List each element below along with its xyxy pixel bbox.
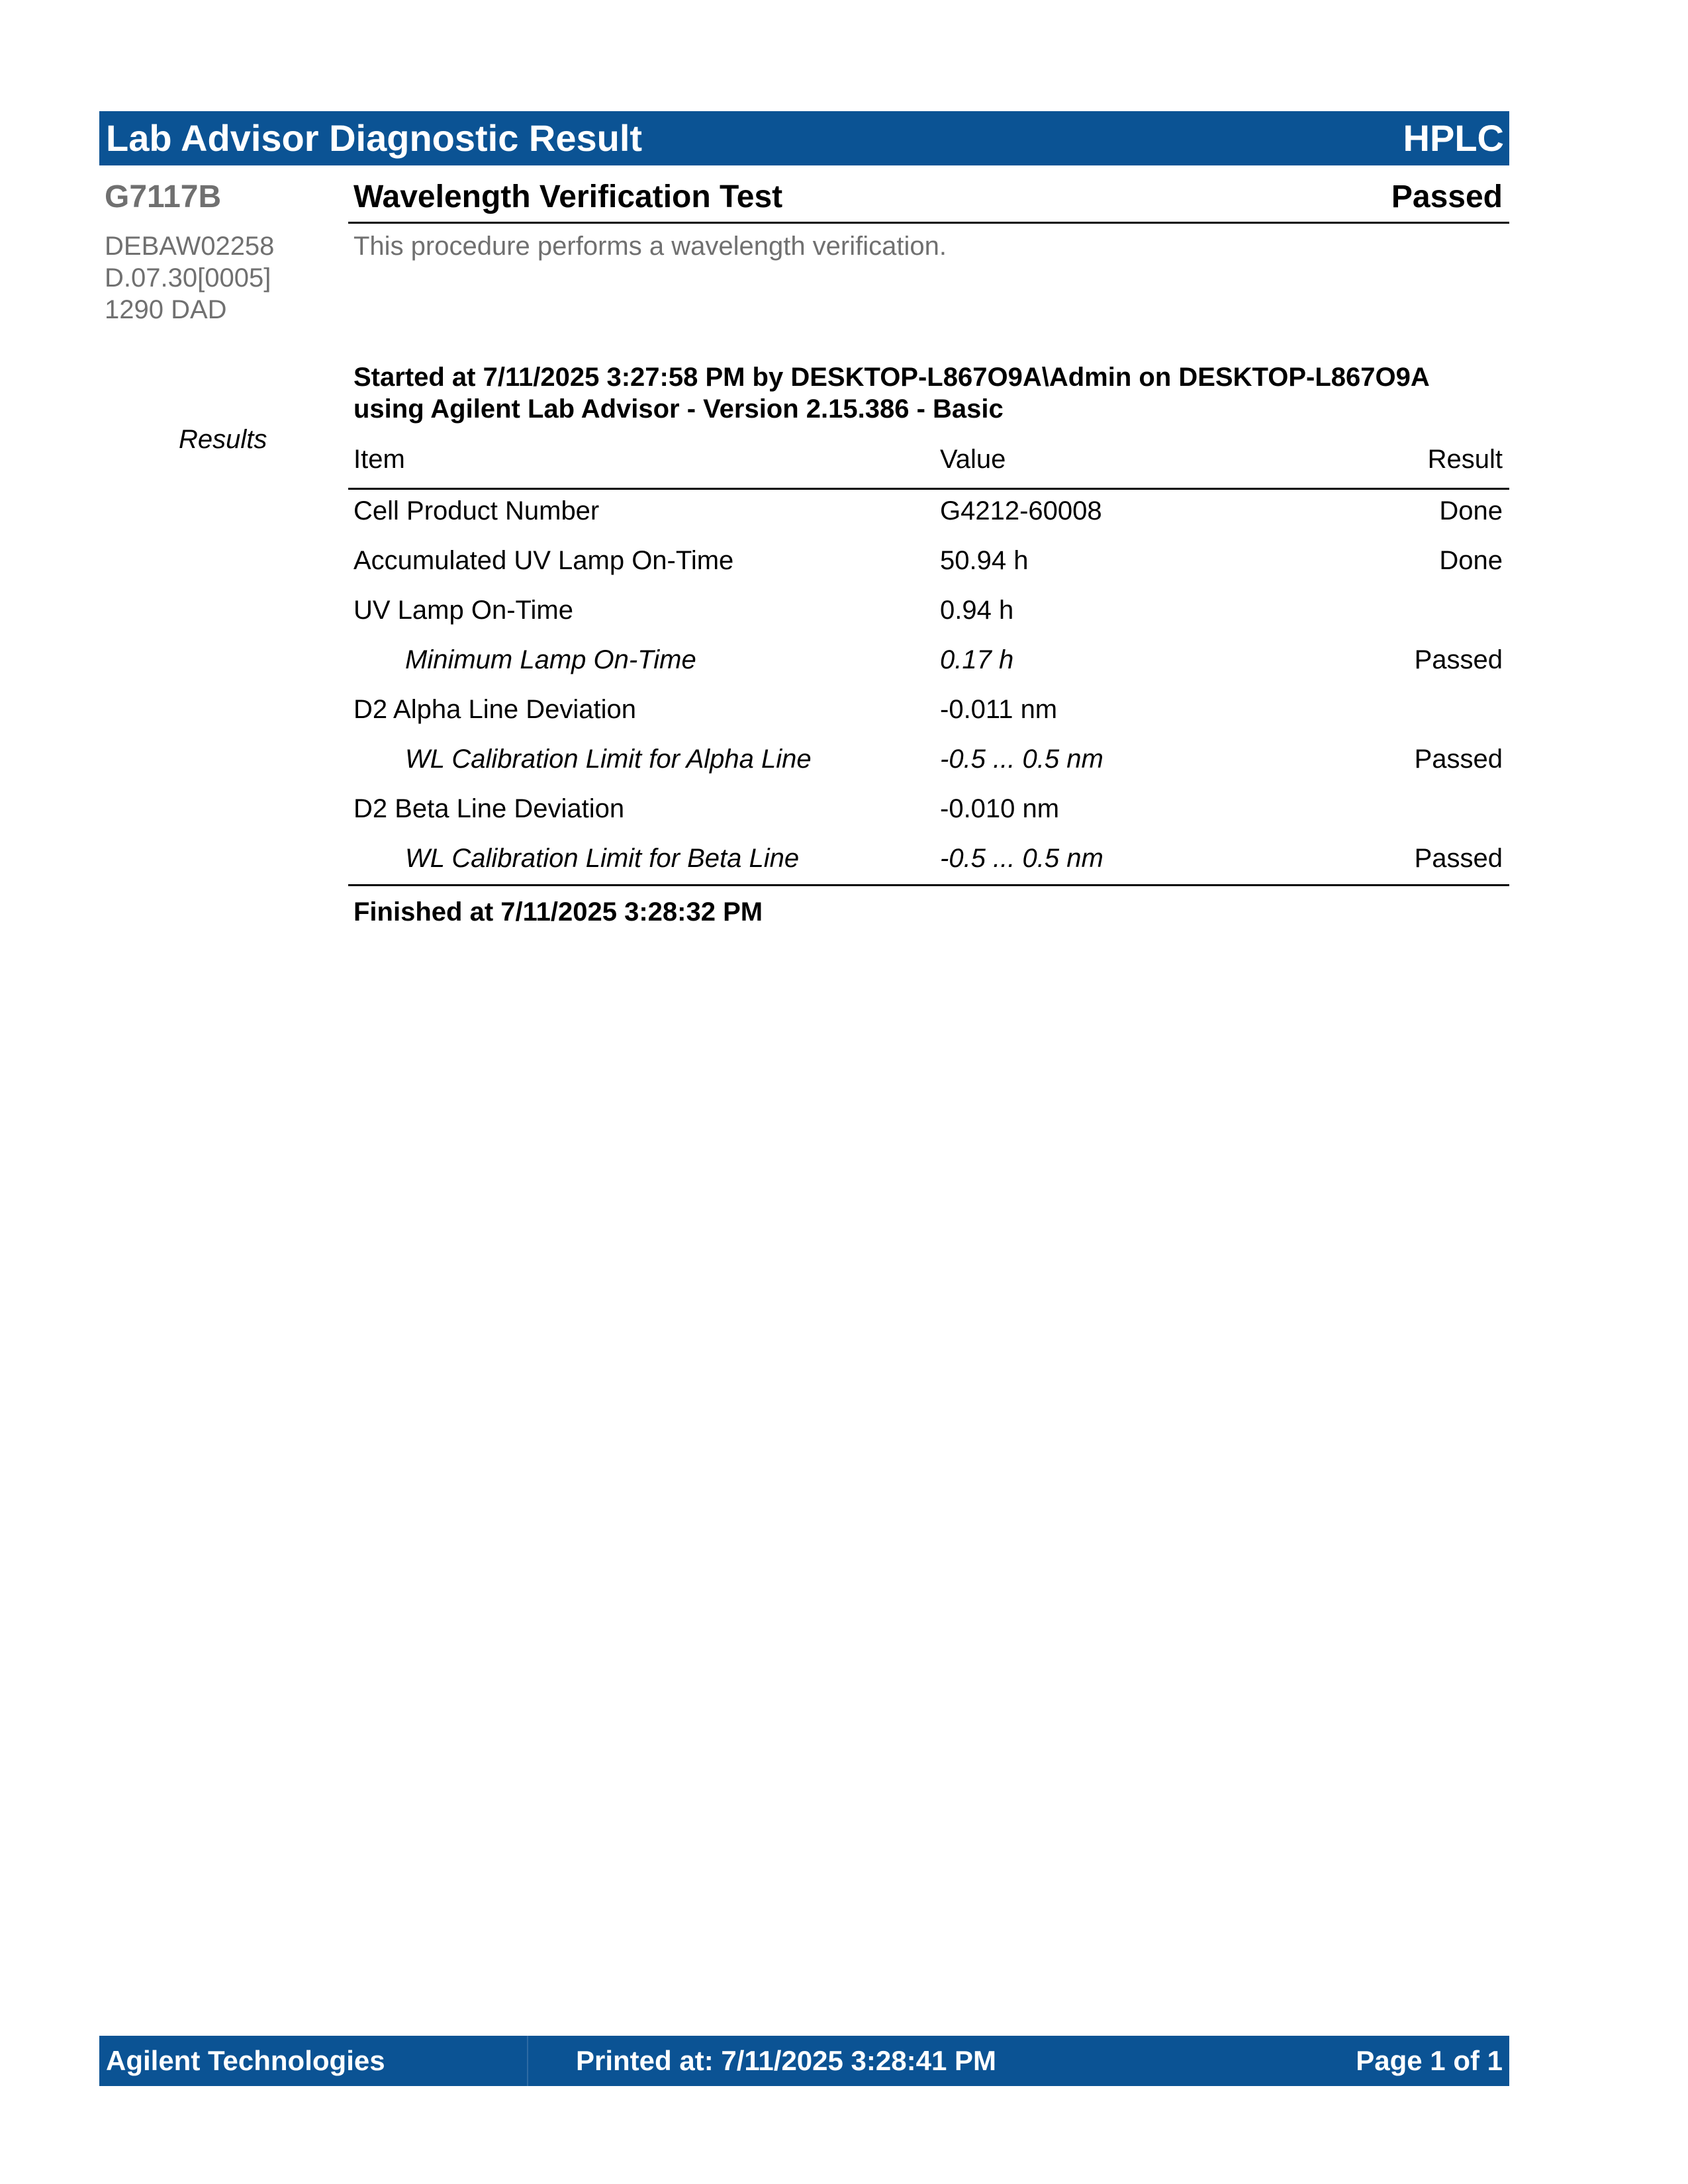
row-item: D2 Alpha Line Deviation — [353, 695, 636, 724]
module-model-code: G7117B — [105, 179, 222, 214]
row-item: Accumulated UV Lamp On-Time — [353, 546, 734, 575]
column-header-value: Value — [940, 445, 1006, 474]
row-value: 0.94 h — [940, 596, 1014, 625]
row-result: Passed — [1414, 745, 1503, 774]
table-row — [0, 694, 1688, 743]
footer-divider — [527, 2036, 528, 2086]
table-row — [0, 644, 1688, 694]
column-header-item: Item — [353, 445, 405, 474]
device-firmware: D.07.30[0005] — [105, 263, 271, 293]
row-result: Done — [1439, 546, 1503, 575]
row-item: WL Calibration Limit for Beta Line — [405, 844, 800, 873]
row-value: -0.010 nm — [940, 794, 1060, 823]
column-header-result: Result — [1427, 445, 1503, 474]
row-value: G4212-60008 — [940, 496, 1102, 525]
report-header-band — [99, 111, 1509, 165]
row-item: Cell Product Number — [353, 496, 600, 525]
run-finished-info: Finished at 7/11/2025 3:28:32 PM — [353, 897, 763, 927]
table-row — [0, 594, 1688, 644]
row-value: -0.5 ... 0.5 nm — [940, 844, 1103, 873]
table-row — [0, 495, 1688, 545]
footer-page-number: Page 1 of 1 — [1356, 2045, 1503, 2076]
row-item: WL Calibration Limit for Alpha Line — [405, 745, 812, 774]
row-result: Done — [1439, 496, 1503, 525]
row-item: D2 Beta Line Deviation — [353, 794, 625, 823]
report-footer-band — [99, 2036, 1509, 2086]
row-value: -0.5 ... 0.5 nm — [940, 745, 1103, 774]
run-started-line-1: Started at 7/11/2025 3:27:58 PM by DESKTOP-L867O9A\Admin on DESKTOP-L867O9A — [353, 363, 1430, 392]
footer-company: Agilent Technologies — [106, 2045, 385, 2076]
results-table-header — [0, 443, 1688, 493]
row-item: Minimum Lamp On-Time — [405, 645, 696, 674]
device-info — [105, 230, 274, 326]
row-value: 0.17 h — [940, 645, 1014, 674]
table-bottom-divider — [348, 884, 1509, 886]
footer-printed-at: Printed at: 7/11/2025 3:28:41 PM — [576, 2045, 996, 2076]
table-row — [0, 545, 1688, 594]
test-name: Wavelength Verification Test — [353, 179, 783, 214]
instrument-category: HPLC — [1403, 117, 1504, 159]
device-serial: DEBAW02258 — [105, 232, 275, 261]
table-row — [0, 743, 1688, 793]
test-status: Passed — [1391, 179, 1503, 214]
table-header-divider — [348, 488, 1509, 490]
row-item: UV Lamp On-Time — [353, 596, 573, 625]
results-section-label: Results — [179, 425, 267, 454]
row-result: Passed — [1414, 844, 1503, 873]
table-row — [0, 793, 1688, 842]
test-description: This procedure performs a wavelength verification. — [353, 232, 947, 261]
run-started-line-2: using Agilent Lab Advisor - Version 2.15.386 - Basic — [353, 394, 1004, 424]
row-value: 50.94 h — [940, 546, 1029, 575]
heading-divider — [348, 222, 1509, 224]
report-title: Lab Advisor Diagnostic Result — [106, 117, 643, 159]
row-value: -0.011 nm — [940, 695, 1058, 724]
device-type: 1290 DAD — [105, 295, 227, 324]
run-started-info — [353, 361, 1430, 425]
row-result: Passed — [1414, 645, 1503, 674]
